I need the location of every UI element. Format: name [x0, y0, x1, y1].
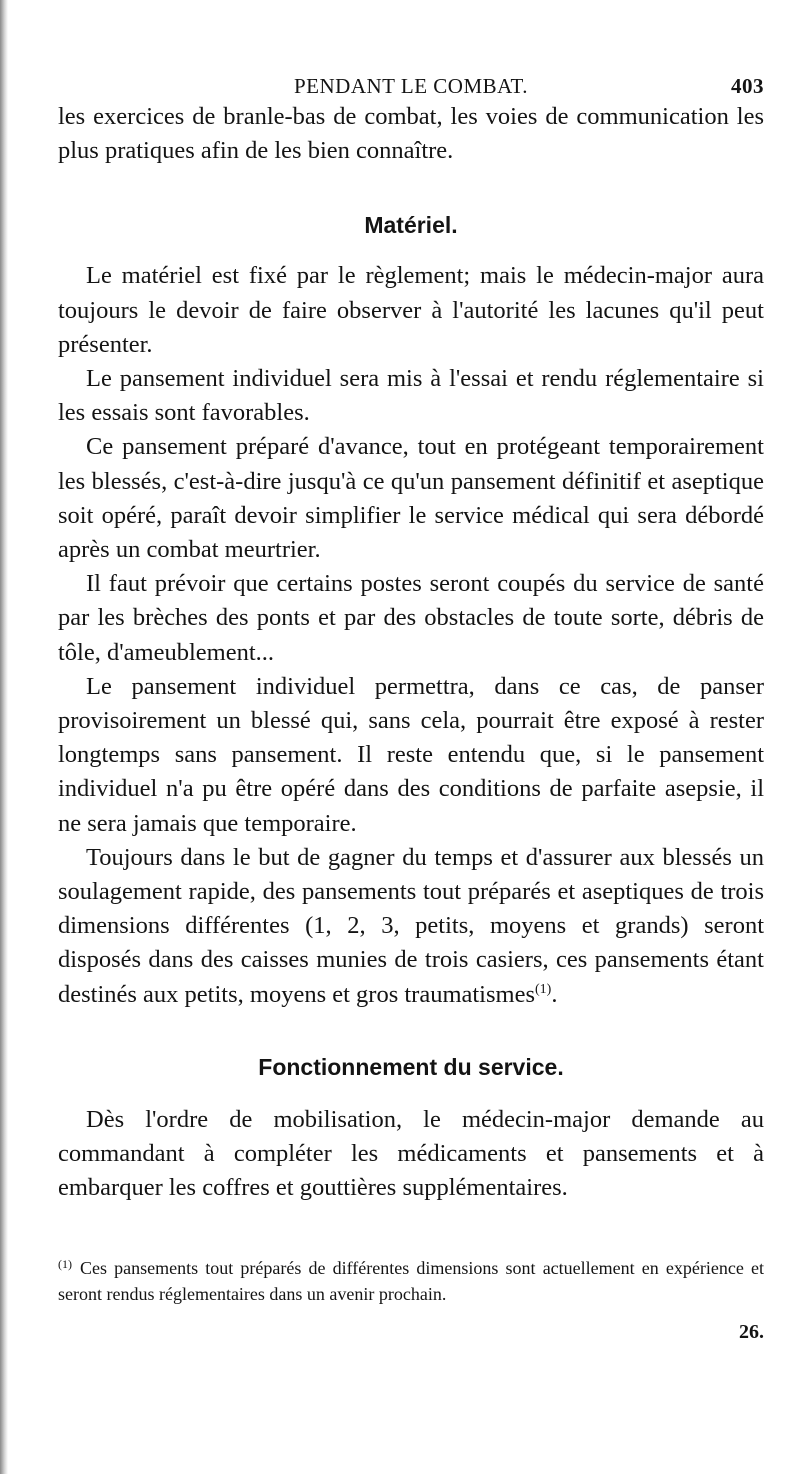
scan-left-edge	[0, 0, 8, 1474]
paragraph-7: Dès l'ordre de mobilisation, le médecin-major demande au commandant à compléter les médicaments et pansements et à embarquer les coffres et gouttières supplémentaires.	[58, 1105, 764, 1202]
footnote-reference: (1)	[534, 981, 552, 997]
paragraph-6	[58, 841, 764, 1012]
book-page	[58, 60, 764, 1344]
paragraph-2: Le pansement individuel sera mis à l'essai et rendu réglementaire si les essais sont favorables.	[58, 365, 764, 427]
footnote	[58, 1251, 764, 1307]
paragraph-4: Il faut prévoir que certains postes seront coupés du service de santé par les brèches des ponts et par des obstacles de toute sorte, débris de tôle, d'ameublement...	[58, 570, 764, 666]
paragraph-intro: les exercices de branle-bas de combat, les voies de communication les plus pratiques afin de les bien connaître.	[58, 103, 764, 165]
page-number: 403	[731, 74, 764, 98]
page-header	[58, 60, 764, 100]
footnote-mark: (1)	[58, 1257, 72, 1272]
paragraph-1: Le matériel est fixé par le règlement; mais le médecin-major aura toujours le devoir de faire observer à l'autorité les lacunes qu'il peut présenter.	[58, 262, 764, 358]
heading-materiel: Matériel.	[364, 212, 458, 239]
heading-fonctionnement: Fonctionnement du service.	[258, 1053, 564, 1080]
paragraph-5: Le pansement individuel permettra, dans ce cas, de panser provisoirement un blessé qui, sans cela, pourrait être exposé à rester longtemps sans pansement. Il reste entendu que, si le pansement individuel n'a pu être opéré dans des conditions de parfaite asepsie, il ne sera jamais que temporaire.	[58, 672, 764, 837]
paragraph-6-text: Toujours dans le but de gagner du temps et d'assurer aux blessés un soulagement rapide, des pansements tout préparés et aseptiques de trois dimensions différentes (1, 2, 3, petits, moyens et grands) seront disposés dans des caisses munies de trois casiers, ces pansements étant destinés aux petits, moyens et gros traumatismes	[58, 843, 764, 1008]
footnote-text: Ces pansements tout préparés de différentes dimensions sont actuellement en expérience et seront rendus réglementaires dans un avenir prochain.	[58, 1258, 764, 1305]
paragraph-6-end: .	[551, 980, 558, 1008]
signature-mark: 26.	[739, 1321, 764, 1344]
paragraph-3: Ce pansement préparé d'avance, tout en protégeant temporairement les blessés, c'est-à-dire jusqu'à ce qu'un pansement définitif et aseptique soit opéré, paraît devoir simplifier le service médical qui sera débordé après un combat meurtrier.	[58, 433, 764, 564]
running-title: PENDANT LE COMBAT.	[294, 74, 528, 98]
